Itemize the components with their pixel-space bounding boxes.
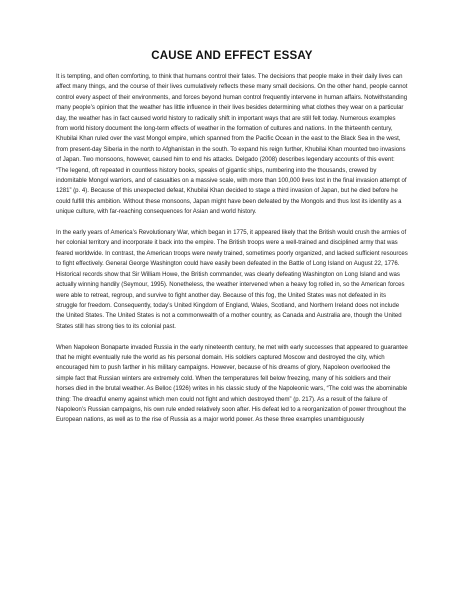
essay-title: CAUSE AND EFFECT ESSAY <box>151 50 313 62</box>
paragraph-napoleon-russia: When Napoleon Bonaparte invaded Russia in the early nineteenth century, he met with early successes that appeared to guarantee that he might eventually rule the world as his personal domain. His soldiers captured Moscow and destroyed the city, which encouraged him to push farther in his military campaigns. However, because of his dreams of glory, Napoleon overlooked the simple fact that Russian winters are extremely cold. When the temperatures fell below freezing, many of his soldiers and their horses died in the brutal weather. As Belloc (1926) writes in his classic study of the Napoleonic wars, “The cold was the abominable thing: The dreadful enemy against which men could not fight and which destroyed them” (p. 217). As a result of the failure of Napoleon’s Russian campaigns, his own rule ended relatively soon after. His defeat led to a reorganization of power throughout the European nations, as well as to the rise of Russia as a major world power. As these three examples unambiguously <box>56 344 408 424</box>
paragraph-mongol-invasion: It is tempting, and often comforting, to think that humans control their fates. The decisions that people make in their daily lives can affect many things, and the course of their lives cumulatively reflects these many small decisions. On the other hand, people cannot control every aspect of their environments, and forces beyond human control frequently intervene in human affairs. Notwithstanding many people’s opinion that the weather has little influence in their lives besides determining what clothes they wear on a particular day, the weather has in fact caused world history to radically shift in important ways that are still felt today. Numerous examples from world history document the long-term effects of weather in the formation of cultures and nations. In the thirteenth century, Khubilai Khan ruled over the vast Mongol empire, which spanned from the Pacific Ocean in the east to the Black Sea in the west, from present-day Siberia in the north to Afghanistan in the south. To expand his reign further, Khubilai Khan mounted two invasions of Japan. Two monsoons, however, caused him to end his attacks. Delgado (2008) describes legendary accounts of this event: “The legend, oft repeated in countless history books, speaks of gigantic ships, numbering into the thousands, crewed by indomitable Mongol warriors, and of casualties on a massive scale, with more than 100,000 lives lost in the final invasion attempt of 1281” (p. 4). Because of this unexpected defeat, Khubilai Khan decided to stage a third invasion of Japan, but he died before he could fulfill this ambition. Without these monsoons, Japan might have been defeated by the Mongols and thus lost its identity as a unique culture, with far-reaching consequences for Asian and world history. <box>56 74 408 216</box>
paragraph-revolutionary-war: In the early years of America’s Revolutionary War, which began in 1775, it appeared likely that the British would crush the armies of her colonial territory and incorporate it back into the empire. The British troops were a well-trained and disciplined army that was feared worldwide. In contrast, the American troops were newly trained, sometimes poorly organized, and lacked sufficient resources to fight effectively. General George Washington could have easily been defeated in the Battle of Long Island on August 22, 1776. Historical records show that Sir William Howe, the British commander, was clearly defeating Washington on Long Island and was actually winning handily (Seymour, 1995). Nonetheless, the weather intervened when a heavy fog rolled in, so the American forces were able to retreat, regroup, and survive to fight another day. Because of this fog, the United States was not defeated in its struggle for freedom. Consequently, today’s United Kingdom of England, Wales, Scotland, and Northern Ireland does not include the United States. The United States is not a commonwealth of a mother country, as Canada and Australia are, though the United States still has strong ties to its colonial past. <box>56 230 408 330</box>
